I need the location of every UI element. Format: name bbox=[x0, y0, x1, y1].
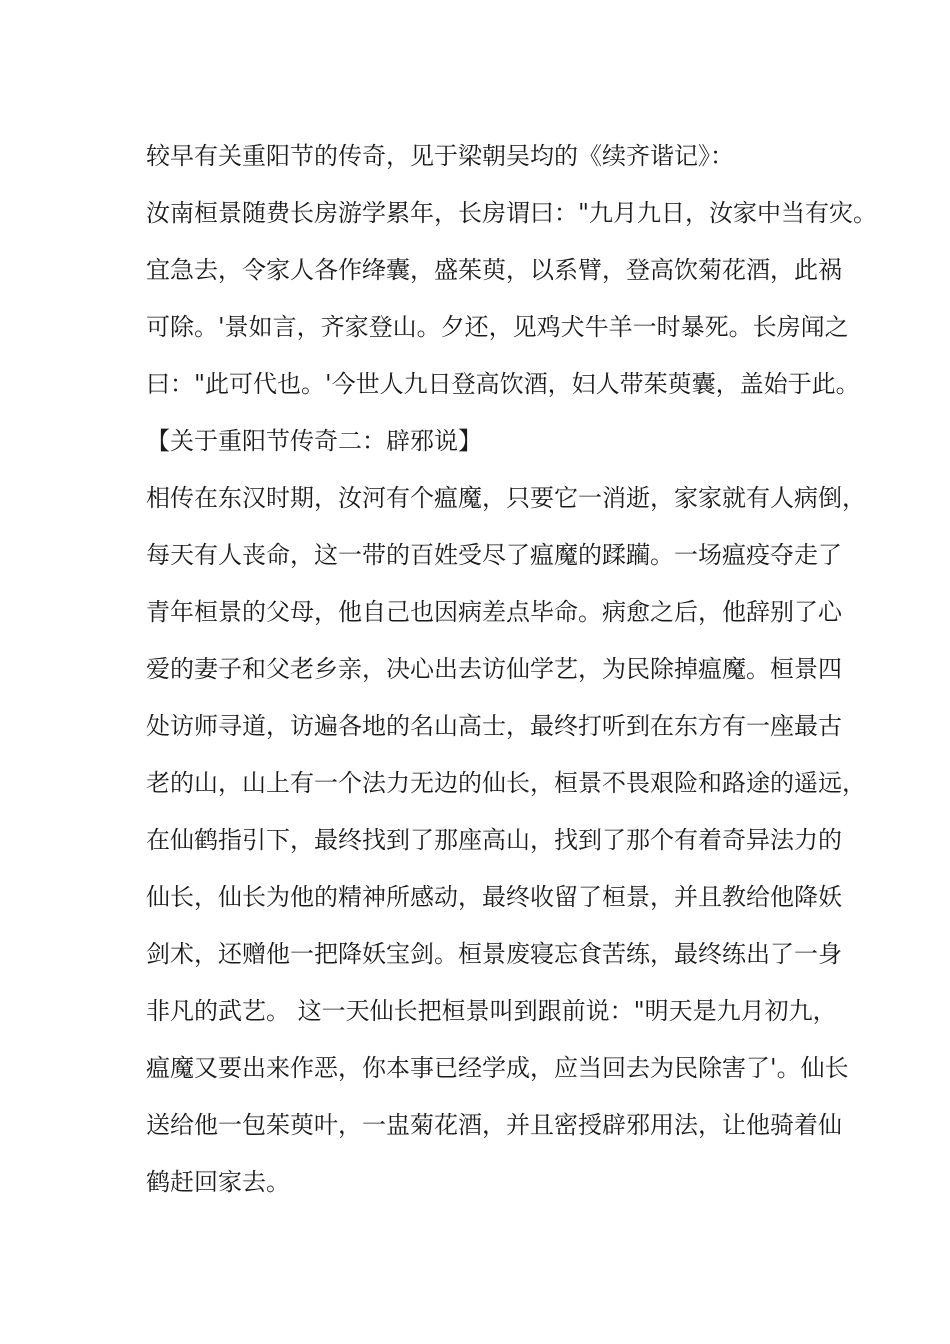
text-line: 爱的妻子和父老乡亲，决心出去访仙学艺，为民除掉瘟魔。桓景四 bbox=[146, 655, 842, 683]
text-line: 每天有人丧命，这一带的百姓受尽了瘟魔的蹂躏。一场瘟疫夺走了 bbox=[146, 541, 842, 569]
text-line: 较早有关重阳节的传奇，见于梁朝吴均的《续齐谐记》： bbox=[146, 142, 734, 170]
text-line: 曰："此可代也。'今世人九日登高饮酒，妇人带茱萸囊，盖始于此。 bbox=[146, 370, 860, 398]
text-line: 剑术，还赠他一把降妖宝剑。桓景废寝忘食苦练，最终练出了一身 bbox=[146, 940, 842, 968]
text-line: 仙长，仙长为他的精神所感动，最终收留了桓景，并且教给他降妖 bbox=[146, 883, 842, 911]
text-line: 送给他一包茱萸叶，一盅菊花酒，并且密授辟邪用法，让他骑着仙 bbox=[146, 1111, 842, 1139]
section-heading: 【关于重阳节传奇二：辟邪说】 bbox=[146, 427, 482, 455]
text-line: 宜急去，令家人各作绛囊，盛茱萸，以系臂，登高饮菊花酒，此祸 bbox=[146, 256, 842, 284]
document-body bbox=[146, 128, 878, 1211]
text-line: 汝南桓景随费长房游学累年，长房谓曰："九月九日，汝家中当有灾。 bbox=[146, 199, 878, 227]
text-line: 在仙鹤指引下，最终找到了那座高山，找到了那个有着奇异法力的 bbox=[146, 826, 842, 854]
text-line: 非凡的武艺。 这一天仙长把桓景叫到跟前说："明天是九月初九， bbox=[146, 997, 837, 1025]
text-line: 可除。'景如言，齐家登山。夕还，见鸡犬牛羊一时暴死。长房闻之 bbox=[146, 313, 849, 341]
text-line: 老的山，山上有一个法力无边的仙长，桓景不畏艰险和路途的遥远， bbox=[146, 769, 866, 797]
text-line: 瘟魔又要出来作恶，你本事已经学成，应当回去为民除害了'。仙长 bbox=[146, 1054, 849, 1082]
text-line: 处访师寻道，访遍各地的名山高士，最终打听到在东方有一座最古 bbox=[146, 712, 842, 740]
text-line: 相传在东汉时期，汝河有个瘟魔，只要它一消逝，家家就有人病倒， bbox=[146, 484, 866, 512]
text-line: 青年桓景的父母，他自己也因病差点毕命。病愈之后，他辞别了心 bbox=[146, 598, 842, 626]
text-line: 鹤赶回家去。 bbox=[146, 1168, 290, 1196]
